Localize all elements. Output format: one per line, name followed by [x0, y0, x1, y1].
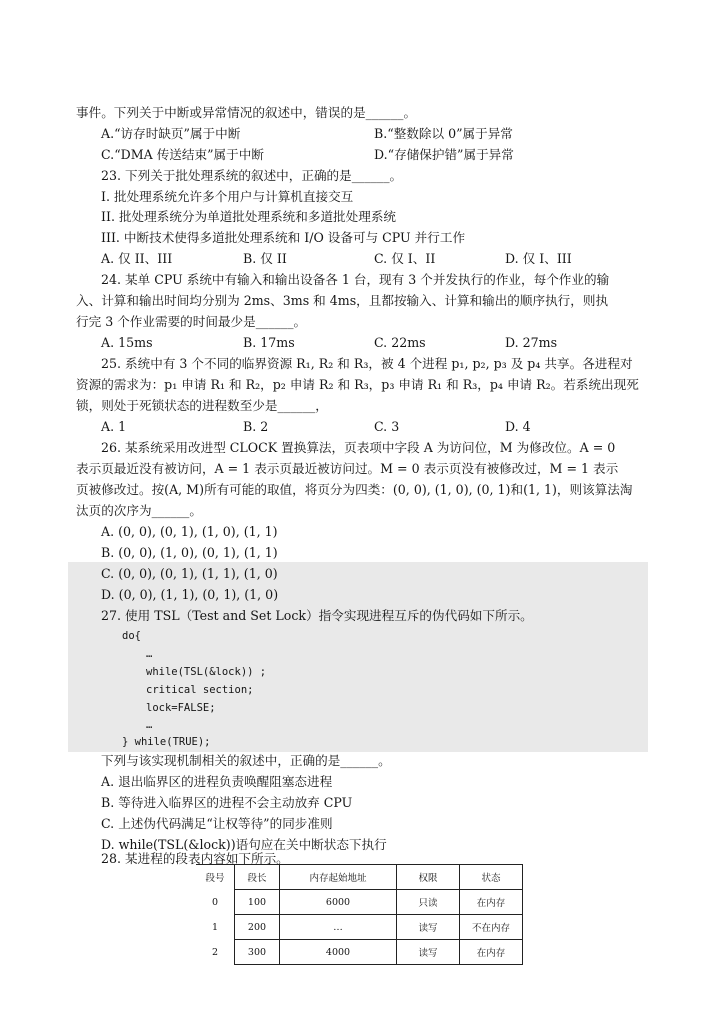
q23-option-c: C. 仅 I、II: [374, 251, 436, 266]
q23-statement-ii: II. 批处理系统分为单道批处理系统和多道批处理系统: [101, 209, 397, 224]
q24-option-a: A. 15ms: [101, 335, 153, 350]
q24-stem-line1: 24. 某单 CPU 系统中有输入和输出设备各 1 台，现有 3 个并发执行的作业，每个作业的输: [101, 272, 610, 287]
header-permission: 权限: [397, 865, 460, 890]
header-segment-number: 段号: [196, 865, 235, 890]
q25-option-d: D. 4: [505, 419, 531, 434]
q24-stem-line3: 行完 3 个作业需要的时间最少是______。: [76, 314, 307, 329]
q25-stem-line1: 25. 系统中有 3 个不同的临界资源 R₁, R₂ 和 R₃，被 4 个进程 p₁, p₂, p₃ 及 p₄ 共享。各进程对: [101, 356, 633, 371]
table-row: [196, 915, 523, 940]
q28-stem: 28. 某进程的段表内容如下所示。: [101, 851, 289, 866]
q24-option-c: C. 22ms: [374, 335, 426, 350]
q24-option-d: D. 27ms: [505, 335, 558, 350]
q23-statement-i: I. 批处理系统允许多个用户与计算机直接交互: [101, 189, 354, 204]
header-start-address: 内存起始地址: [280, 865, 397, 890]
table-cell: 200: [235, 915, 280, 940]
q25-stem-line3: 锁，则处于死锁状态的进程数至少是______，: [76, 398, 328, 413]
table-cell: 4000: [280, 940, 397, 965]
q26-option-a: A. (0, 0), (0, 1), (1, 0), (1, 1): [101, 524, 278, 539]
header-segment-length: 段长: [235, 865, 280, 890]
q26-stem-line1: 26. 某系统采用改进型 CLOCK 置换算法，页表项中字段 A 为访问位，M 为修改位。A = 0: [101, 440, 616, 455]
code-line-6: …: [146, 719, 153, 731]
table-row: [196, 890, 523, 915]
q22-option-d: D.“存储保护错”属于异常: [374, 147, 514, 162]
q25-option-b: B. 2: [243, 419, 269, 434]
q24-stem-line2: 入、计算和输出时间均分别为 2ms、3ms 和 4ms，且都按输入、计算和输出的顺序执行，则执: [76, 293, 609, 308]
q25-stem-line2: 资源的需求为：p₁ 申请 R₁ 和 R₂，p₂ 申请 R₂ 和 R₃，p₃ 申请 R₁ 和 R₃，p₄ 申请 R₂。若系统出现死: [76, 377, 639, 392]
q27-stem: 27. 使用 TSL（Test and Set Lock）指令实现进程互斥的伪代码如下所示。: [101, 608, 533, 623]
q23-option-d: D. 仅 I、III: [505, 251, 572, 266]
table-cell: 只读: [397, 890, 460, 915]
segment-table: [196, 864, 523, 965]
table-cell: 6000: [280, 890, 397, 915]
table-cell: 不在内存: [460, 915, 523, 940]
table-cell: 2: [211, 946, 219, 958]
q26-stem-line4: 汰页的次序为______。: [76, 503, 202, 518]
q27-option-a: A. 退出临界区的进程负责唤醒阻塞态进程: [101, 774, 333, 789]
q27-option-d: D. while(TSL(&lock))语句应在关中断状态下执行: [101, 837, 387, 852]
q23-statement-iii: III. 中断技术使得多道批处理系统和 I/O 设备可与 CPU 并行工作: [101, 230, 466, 245]
code-line-4: critical section;: [146, 684, 254, 696]
q22-option-a: A.“访存时缺页”属于中断: [101, 126, 241, 141]
q25-option-a: A. 1: [101, 419, 127, 434]
code-line-5: lock=FALSE;: [146, 702, 216, 714]
table-header-row: [196, 865, 523, 890]
code-line-3: while(TSL(&lock)) ;: [146, 666, 267, 678]
header-status: 状态: [460, 865, 523, 890]
q24-option-b: B. 17ms: [243, 335, 295, 350]
q22-option-c: C.“DMA 传送结束”属于中断: [101, 147, 264, 162]
q22-option-b: B.“整数除以 0”属于异常: [374, 126, 513, 141]
table-cell: …: [280, 915, 397, 940]
q26-option-c: C. (0, 0), (0, 1), (1, 1), (1, 0): [101, 566, 278, 581]
table-cell: 在内存: [460, 940, 523, 965]
table-cell: 0: [211, 896, 219, 908]
q26-option-b: B. (0, 0), (1, 0), (0, 1), (1, 1): [101, 545, 278, 560]
q23-option-a: A. 仅 II、III: [101, 251, 173, 266]
table-cell: 在内存: [460, 890, 523, 915]
code-line-7: } while(TRUE);: [122, 736, 211, 748]
table-cell: 100: [235, 890, 280, 915]
code-line-1: do{: [122, 630, 141, 642]
q27-question: 下列与该实现机制相关的叙述中，正确的是______。: [101, 753, 391, 768]
q23-stem: 23. 下列关于批处理系统的叙述中，正确的是______。: [101, 168, 403, 183]
table-row: [196, 940, 523, 965]
q27-option-c: C. 上述伪代码满足“让权等待”的同步准则: [101, 816, 333, 831]
q23-option-b: B. 仅 II: [243, 251, 287, 266]
table-cell: 300: [235, 940, 280, 965]
q26-stem-line3: 页被修改过。按(A, M)所有可能的取值，将页分为四类：(0, 0), (1, 0), (0, 1)和(1, 1)，则该算法淘: [76, 482, 633, 497]
table-cell: 1: [211, 921, 219, 933]
q27-option-b: B. 等待进入临界区的进程不会主动放弃 CPU: [101, 795, 353, 810]
table-cell: 读写: [397, 940, 460, 965]
q26-stem-line2: 表示页最近没有被访问，A = 1 表示页最近被访问过。M = 0 表示页没有被修改过，M = 1 表示: [76, 461, 619, 476]
code-line-2: …: [146, 648, 153, 660]
q22-stem-tail: 事件。下列关于中断或异常情况的叙述中，错误的是______。: [76, 105, 417, 120]
q26-option-d: D. (0, 0), (1, 1), (0, 1), (1, 0): [101, 587, 279, 602]
q25-option-c: C. 3: [374, 419, 400, 434]
table-cell: 读写: [397, 915, 460, 940]
